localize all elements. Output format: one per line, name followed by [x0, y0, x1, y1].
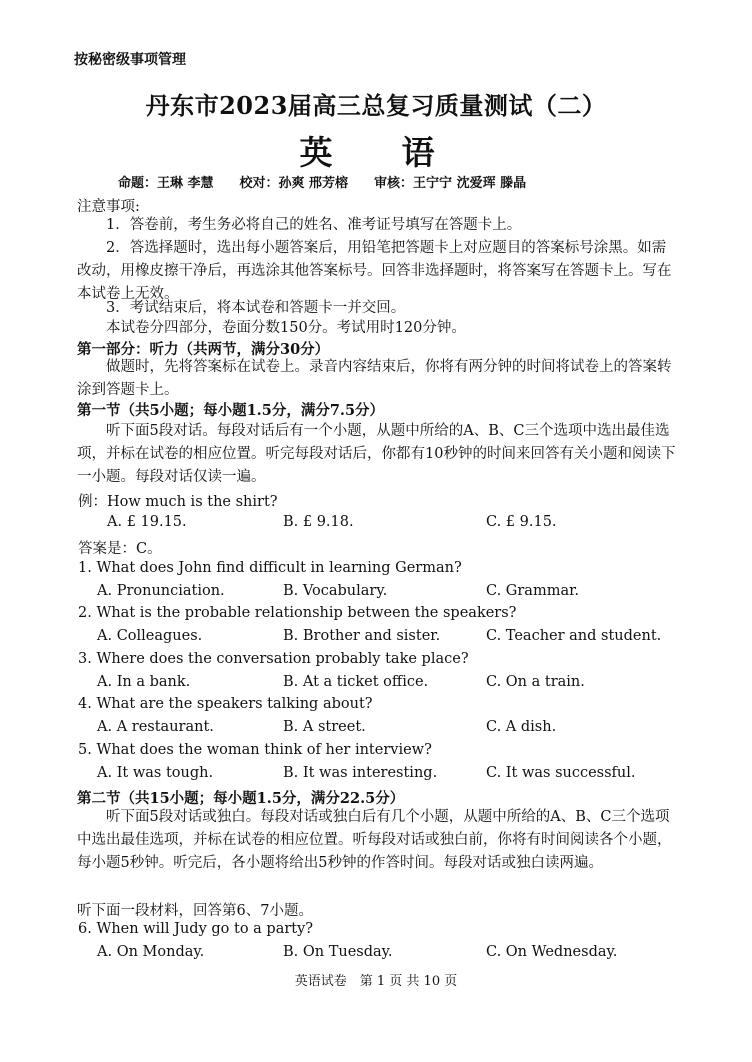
- confidentiality-note: 按秘密级事项管理: [74, 52, 186, 68]
- section2-intro: 听下面5段对话或独白。每段对话或独白后有几个小题，从题中所给的A、B、C三个选项中选出最佳选项，并标在试卷的相应位置。听每段对话或独白前，你将有时间阅读各个小题，每小题5秒钟。听完后，各小题将给出5秒钟的作答时间。每段对话或独白读两遍。: [77, 809, 672, 871]
- part1-intro: 做题时，先将答案标在试卷上。录音内容结束后，你将有两分钟的时间将试卷上的答案转涂到答题卡上。: [77, 359, 672, 398]
- q6-option-c: C. On Wednesday.: [486, 944, 618, 960]
- q2-option-b: B. Brother and sister.: [283, 628, 441, 644]
- section1-intro: 听下面5段对话。每段对话后有一个小题，从题中所给的A、B、C三个选项中选出最佳选项，并标在试卷的相应位置。听完每段对话后，你都有10秒钟的时间来回答有关小题和阅读下一小题。每段对话仅读一遍。: [77, 423, 676, 485]
- example-question: 例：How much is the shirt?: [78, 494, 278, 510]
- q3-option-c: C. On a train.: [486, 674, 585, 690]
- q3-option-a: A. In a bank.: [97, 674, 191, 690]
- q1-option-c: C. Grammar.: [486, 583, 580, 599]
- note-item-1: 1．答卷前，考生务必将自己的姓名、准考证号填写在答题卡上。: [106, 217, 522, 233]
- section1-heading: 第一节（共5小题；每小题1.5分，满分7.5分）: [77, 402, 385, 419]
- question-3: 3. Where does the conversation probably take place?: [78, 651, 469, 667]
- q5-option-a: A. It was tough.: [97, 765, 214, 781]
- section2-heading: 第二节（共15小题；每小题1.5分，满分22.5分）: [77, 790, 405, 807]
- q4-option-a: A. A restaurant.: [97, 719, 214, 735]
- page-footer: 英语试卷 第 1 页 共 10 页: [294, 974, 458, 989]
- notes-heading: 注意事项:: [77, 199, 140, 215]
- part1-heading: 第一部分：听力（共两节，满分30分）: [77, 341, 330, 358]
- example-answer: 答案是：C。: [78, 541, 162, 557]
- example-option-c: C. £ 9.15.: [486, 514, 557, 530]
- question-5: 5. What does the woman think of her interview?: [78, 742, 432, 758]
- q6-option-b: B. On Tuesday.: [283, 944, 393, 960]
- q6-option-a: A. On Monday.: [97, 944, 205, 960]
- notes-summary: 本试卷分四部分，卷面分数150分。考试用时120分钟。: [106, 320, 466, 336]
- q4-option-c: C. A dish.: [486, 719, 557, 735]
- q3-option-b: B. At a ticket office.: [283, 674, 429, 690]
- material-instruction: 听下面一段材料，回答第6、7小题。: [77, 903, 313, 919]
- question-6: 6. When will Judy go to a party?: [78, 921, 314, 937]
- question-2: 2. What is the probable relationship between the speakers?: [78, 605, 517, 621]
- subject-title: 英 语: [299, 133, 453, 172]
- note-item-2: 2．答选择题时，选出每小题答案后，用铅笔把答题卡上对应题目的答案标号涂黑。如需改动，用橡皮擦干净后，再选涂其他答案标号。回答非选择题时，将答案写在答题卡上。写在本试卷上无效。: [77, 240, 672, 302]
- exam-title: 丹东市2023届高三总复习质量测试（二）: [145, 91, 607, 120]
- staff-credits: 命题：王琳 李慧 校对：孙爽 邢芳榕 审核：王宁宁 沈爱珲 滕晶: [118, 176, 527, 191]
- q5-option-b: B. It was interesting.: [283, 765, 438, 781]
- q2-option-a: A. Colleagues.: [97, 628, 203, 644]
- example-option-b: B. £ 9.18.: [283, 514, 354, 530]
- q4-option-b: B. A street.: [283, 719, 366, 735]
- example-option-a: A. £ 19.15.: [107, 514, 187, 530]
- q5-option-c: C. It was successful.: [486, 765, 636, 781]
- question-1: 1. What does John find difficult in learning German?: [78, 560, 462, 576]
- q1-option-b: B. Vocabulary.: [283, 583, 388, 599]
- question-4: 4. What are the speakers talking about?: [78, 696, 373, 712]
- q2-option-c: C. Teacher and student.: [486, 628, 662, 644]
- q1-option-a: A. Pronunciation.: [97, 583, 225, 599]
- note-item-3: 3．考试结束后，将本试卷和答题卡一并交回。: [106, 300, 406, 316]
